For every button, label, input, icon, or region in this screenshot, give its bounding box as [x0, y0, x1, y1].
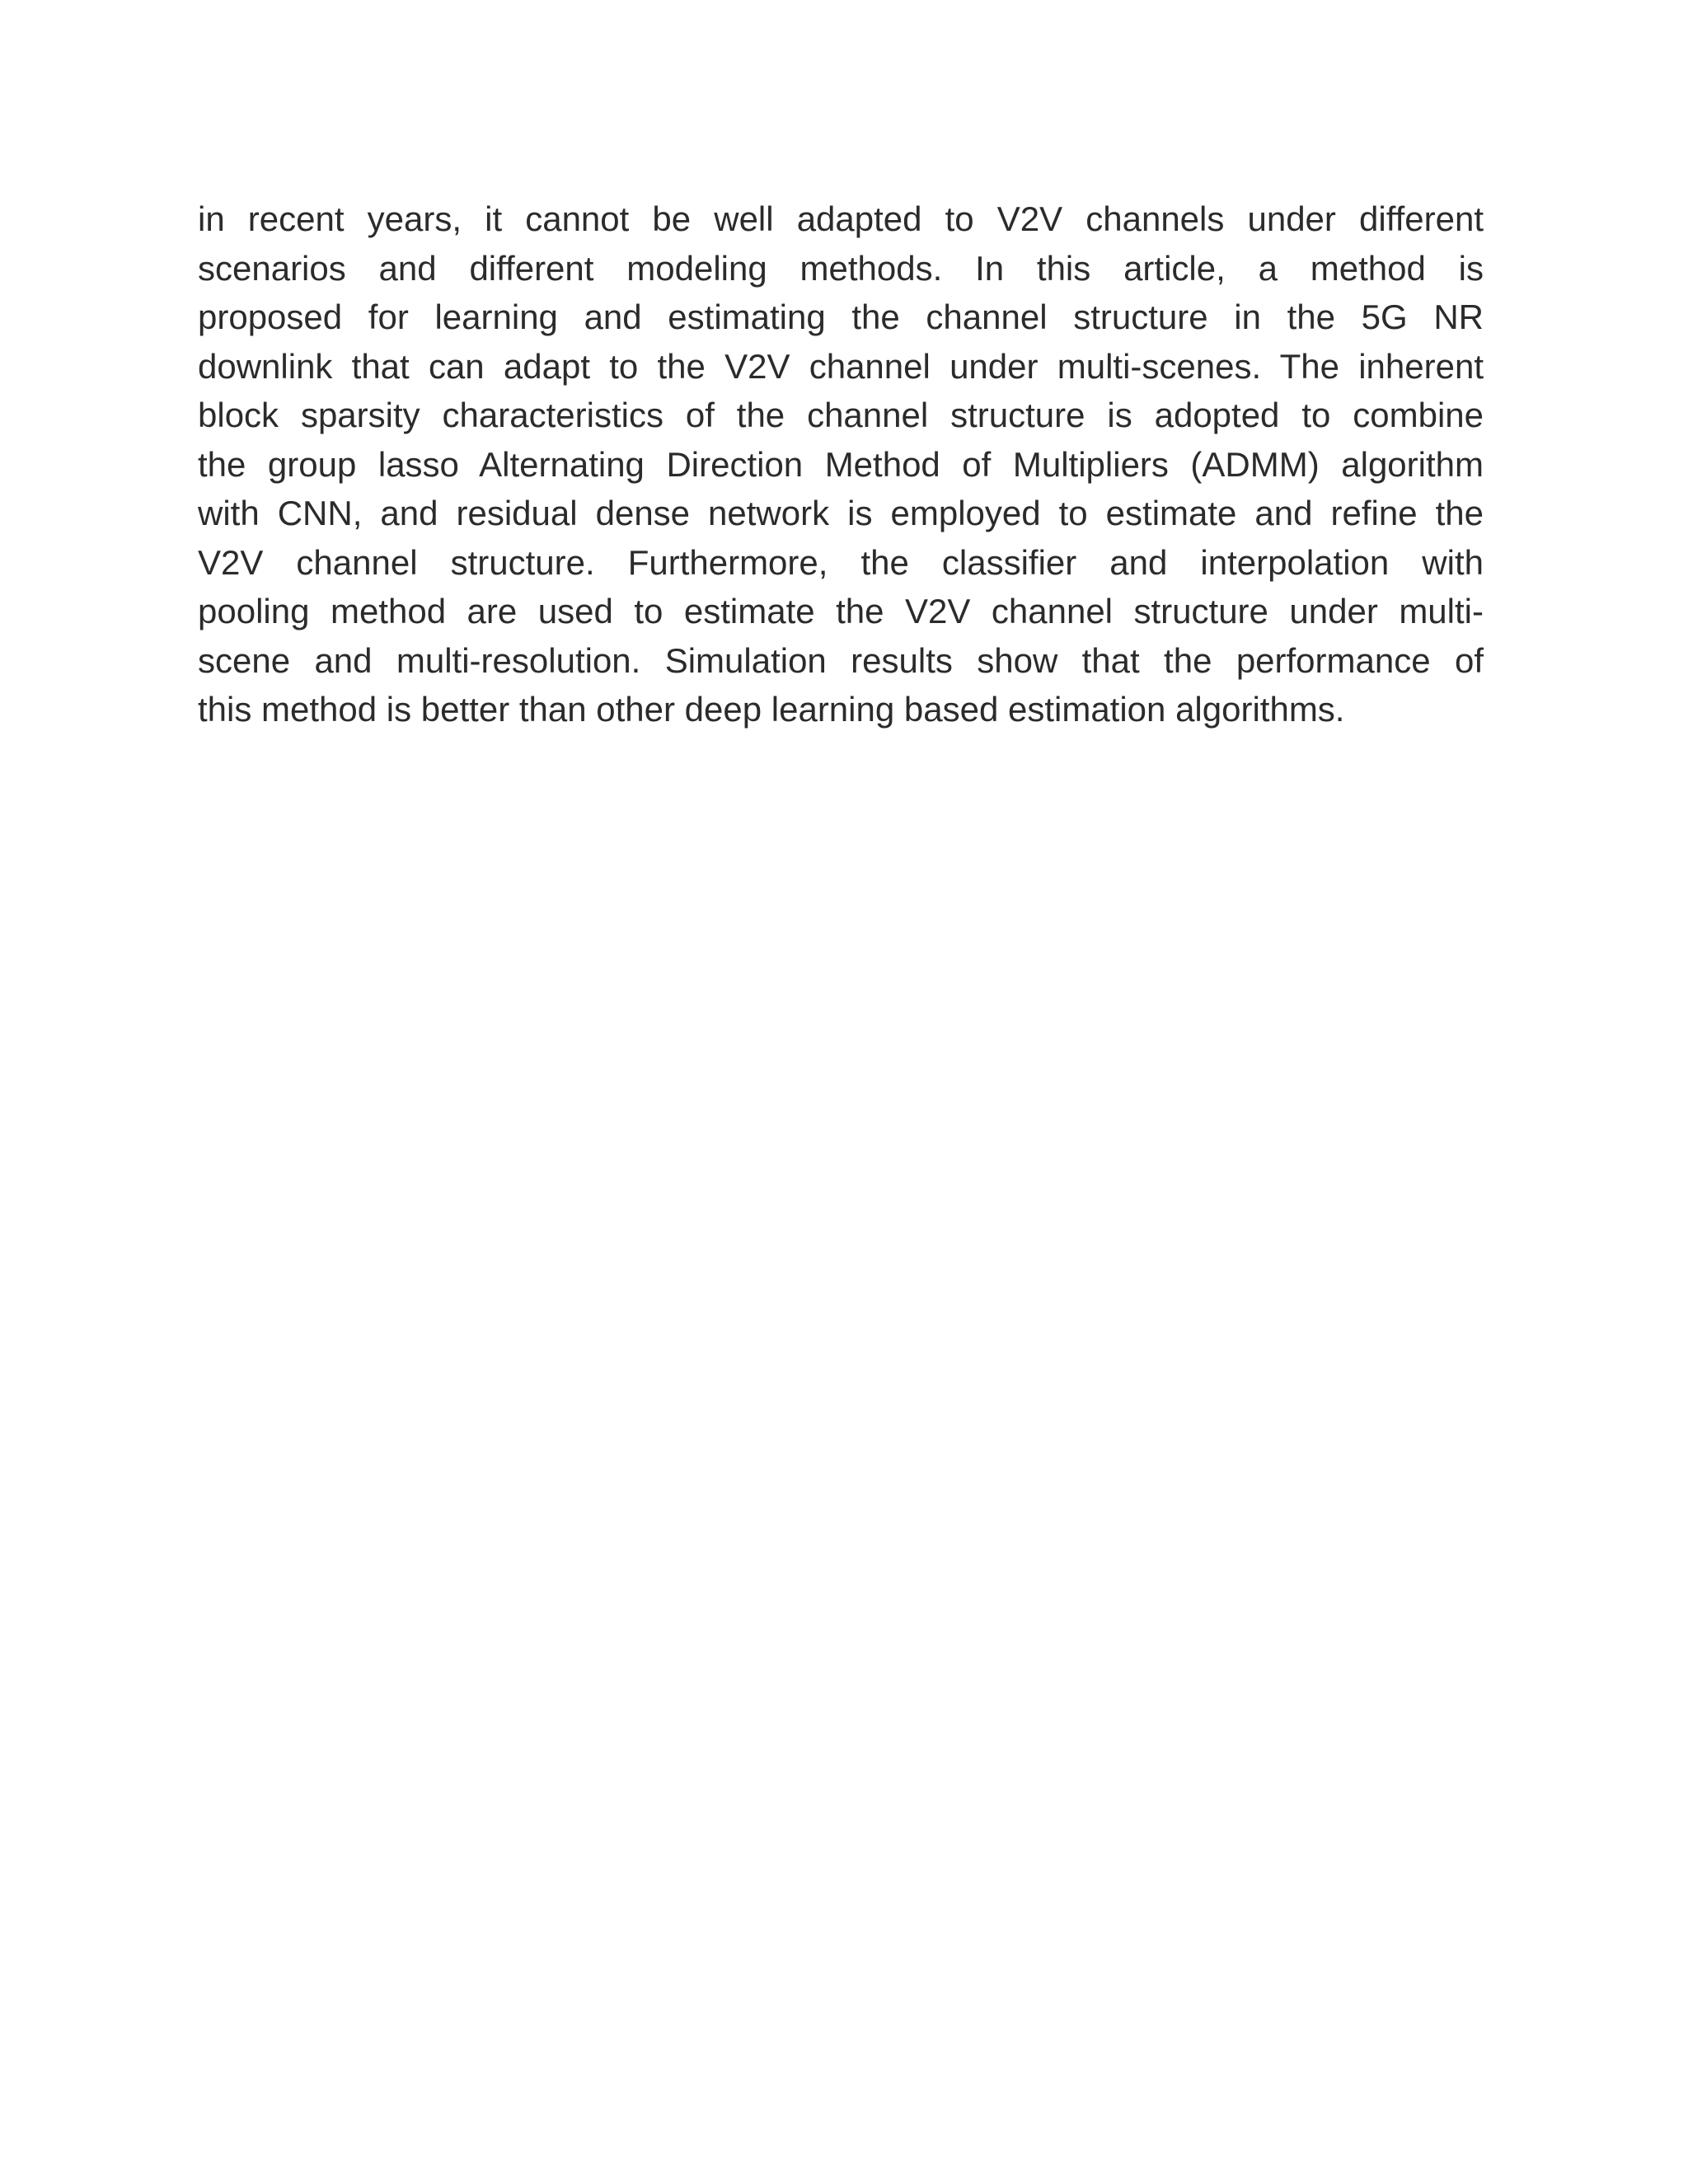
paragraph-line: scene and multi-resolution. Simulation results show that the performance of — [198, 640, 1484, 680]
paragraph-line: proposed for learning and estimating the channel structure in the 5G NR — [198, 298, 1484, 336]
body-paragraph — [198, 194, 1484, 734]
paragraph-line: in recent years, it cannot be well adapted to V2V channels under different — [198, 199, 1484, 238]
paragraph-line: scenarios and different modeling methods. In this article, a method is — [198, 248, 1484, 288]
paragraph-line: V2V channel structure. Furthermore, the classifier and interpolation with — [198, 542, 1484, 582]
paragraph-line: with CNN, and residual dense network is employed to estimate and refine the — [198, 494, 1484, 532]
paragraph-line: downlink that can adapt to the V2V channel under multi-scenes. The inherent — [198, 346, 1484, 386]
paragraph-line: block sparsity characteristics of the channel structure is adopted to combine — [198, 396, 1484, 434]
paragraph-line: pooling method are used to estimate the V2V channel structure under multi- — [198, 592, 1484, 630]
paragraph-line: the group lasso Alternating Direction Method of Multipliers (ADMM) algorithm — [198, 444, 1484, 484]
paragraph-line: this method is better than other deep learning based estimation algorithms. — [198, 690, 1345, 729]
